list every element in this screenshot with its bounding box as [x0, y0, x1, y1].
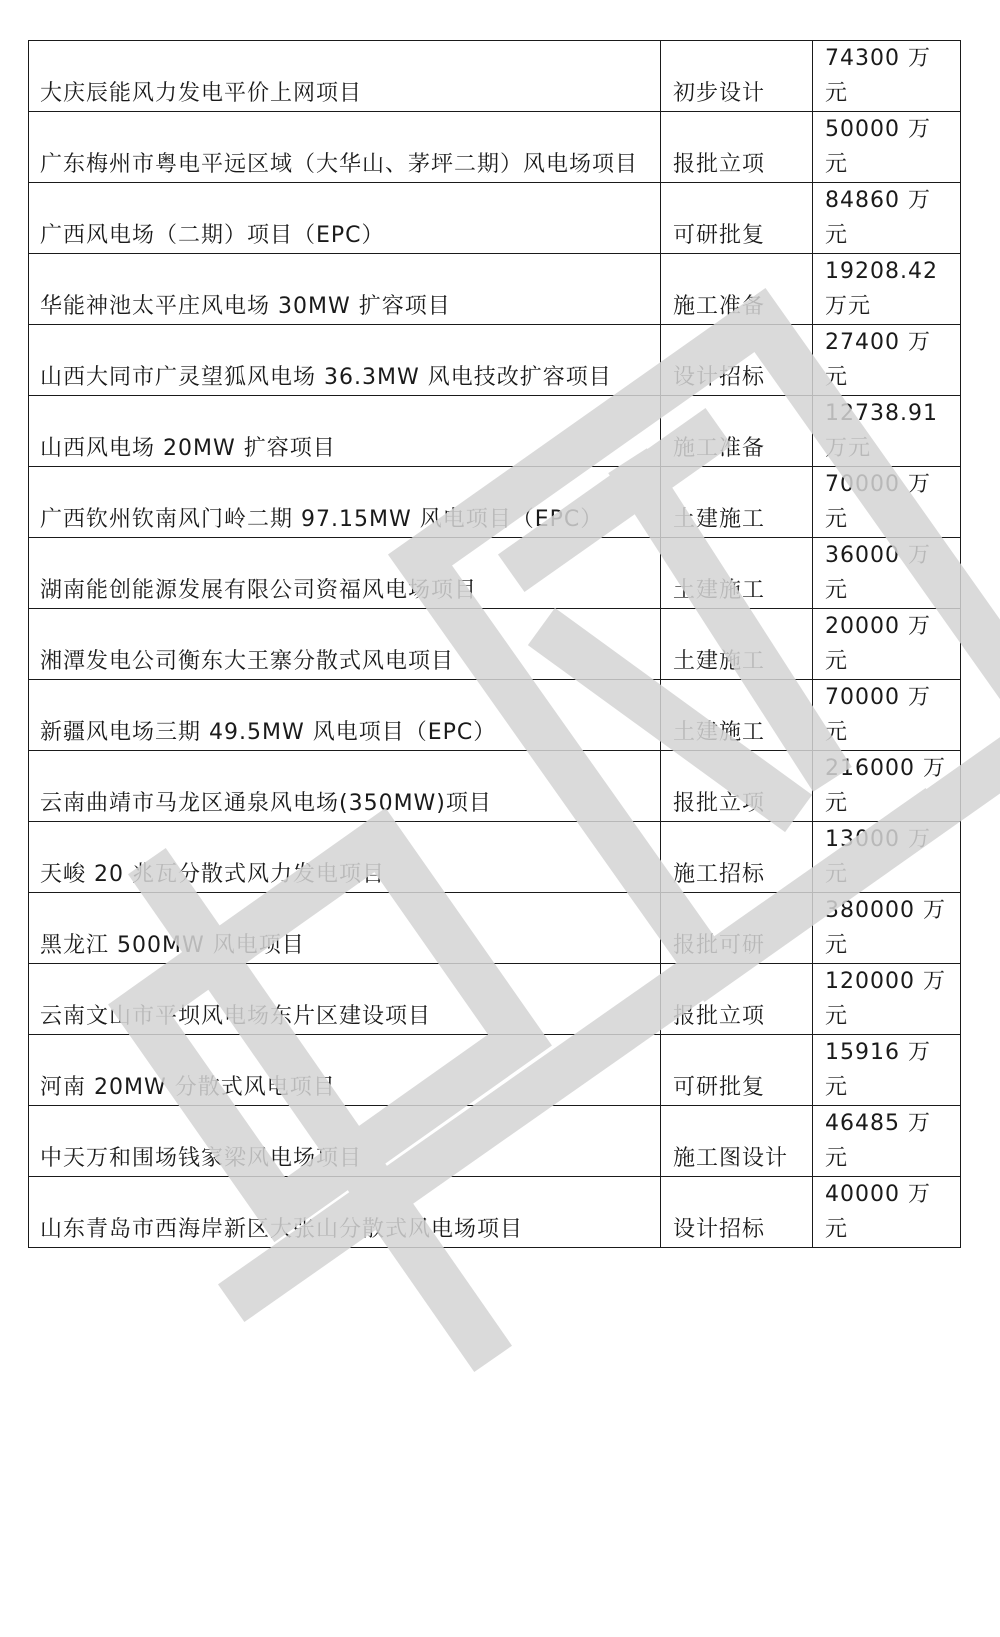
project-table-body [29, 41, 961, 1248]
project-name-cell: 华能神池太平庄风电场 30MW 扩容项目 [29, 254, 661, 325]
project-name-cell: 山西大同市广灵望狐风电场 36.3MW 风电技改扩容项目 [29, 325, 661, 396]
project-stage-cell: 报批立项 [661, 964, 813, 1035]
project-amount-cell: 70000 万元 [813, 680, 961, 751]
project-stage-cell: 土建施工 [661, 680, 813, 751]
project-amount-cell: 13000 万元 [813, 822, 961, 893]
table-row [29, 1177, 961, 1248]
project-amount-cell: 19208.42 万元 [813, 254, 961, 325]
project-stage-cell: 设计招标 [661, 325, 813, 396]
project-amount-cell: 36000 万元 [813, 538, 961, 609]
project-name-cell: 广西风电场（二期）项目（EPC） [29, 183, 661, 254]
project-stage-cell: 报批可研 [661, 893, 813, 964]
project-stage-cell: 土建施工 [661, 538, 813, 609]
project-amount-cell: 50000 万元 [813, 112, 961, 183]
project-stage-cell: 施工准备 [661, 254, 813, 325]
project-name-cell: 黑龙江 500MW 风电项目 [29, 893, 661, 964]
table-row [29, 467, 961, 538]
table-row [29, 41, 961, 112]
project-name-cell: 天峻 20 兆瓦分散式风力发电项目 [29, 822, 661, 893]
project-stage-cell: 初步设计 [661, 41, 813, 112]
project-name-cell: 云南曲靖市马龙区通泉风电场(350MW)项目 [29, 751, 661, 822]
project-name-cell: 中天万和围场钱家梁风电场项目 [29, 1106, 661, 1177]
project-table [28, 40, 961, 1248]
project-stage-cell: 施工招标 [661, 822, 813, 893]
project-name-cell: 湘潭发电公司衡东大王寨分散式风电项目 [29, 609, 661, 680]
project-amount-cell: 74300 万元 [813, 41, 961, 112]
table-row [29, 538, 961, 609]
table-row [29, 396, 961, 467]
project-stage-cell: 设计招标 [661, 1177, 813, 1248]
table-row [29, 183, 961, 254]
table-row [29, 1035, 961, 1106]
project-amount-cell: 12738.91 万元 [813, 396, 961, 467]
project-amount-cell: 46485 万元 [813, 1106, 961, 1177]
table-row [29, 680, 961, 751]
table-row [29, 325, 961, 396]
table-row [29, 254, 961, 325]
project-amount-cell: 15916 万元 [813, 1035, 961, 1106]
project-amount-cell: 40000 万元 [813, 1177, 961, 1248]
project-name-cell: 广东梅州市粤电平远区域（大华山、茅坪二期）风电场项目 [29, 112, 661, 183]
project-amount-cell: 216000 万元 [813, 751, 961, 822]
project-stage-cell: 施工准备 [661, 396, 813, 467]
project-stage-cell: 报批立项 [661, 112, 813, 183]
project-stage-cell: 可研批复 [661, 183, 813, 254]
project-amount-cell: 84860 万元 [813, 183, 961, 254]
project-amount-cell: 120000 万元 [813, 964, 961, 1035]
table-row [29, 751, 961, 822]
project-name-cell: 大庆辰能风力发电平价上网项目 [29, 41, 661, 112]
project-name-cell: 云南文山市平坝风电场东片区建设项目 [29, 964, 661, 1035]
project-name-cell: 湖南能创能源发展有限公司资福风电场项目 [29, 538, 661, 609]
table-row [29, 822, 961, 893]
project-name-cell: 河南 20MW 分散式风电项目 [29, 1035, 661, 1106]
project-stage-cell: 土建施工 [661, 609, 813, 680]
project-stage-cell: 施工图设计 [661, 1106, 813, 1177]
table-row [29, 609, 961, 680]
table-row [29, 112, 961, 183]
project-amount-cell: 27400 万元 [813, 325, 961, 396]
table-row [29, 964, 961, 1035]
table-row [29, 1106, 961, 1177]
project-amount-cell: 20000 万元 [813, 609, 961, 680]
project-amount-cell: 380000 万元 [813, 893, 961, 964]
project-stage-cell: 土建施工 [661, 467, 813, 538]
project-name-cell: 山东青岛市西海岸新区大张山分散式风电场项目 [29, 1177, 661, 1248]
table-row [29, 893, 961, 964]
project-amount-cell: 70000 万元 [813, 467, 961, 538]
project-stage-cell: 可研批复 [661, 1035, 813, 1106]
project-stage-cell: 报批立项 [661, 751, 813, 822]
project-name-cell: 广西钦州钦南风门岭二期 97.15MW 风电项目（EPC） [29, 467, 661, 538]
project-name-cell: 山西风电场 20MW 扩容项目 [29, 396, 661, 467]
project-name-cell: 新疆风电场三期 49.5MW 风电项目（EPC） [29, 680, 661, 751]
